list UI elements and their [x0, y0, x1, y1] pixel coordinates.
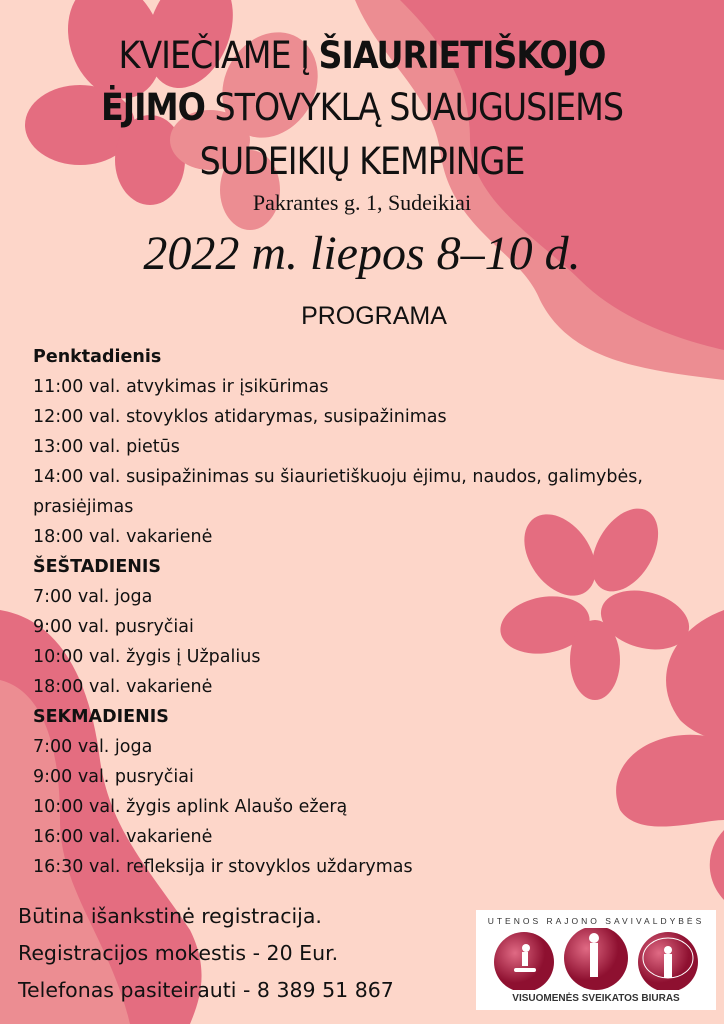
schedule-item: 11:00 val. atvykimas ir įsikūrimas: [33, 377, 329, 397]
schedule-item: 12:00 val. stovyklos atidarymas, susipažinimas: [33, 407, 447, 427]
address: Pakrantes g. 1, Sudeikiai: [252, 190, 472, 215]
registration-fee: Registracijos mokestis - 20 Eur.: [18, 941, 339, 965]
schedule-item: 16:30 val. refleksija ir stovyklos uždarymas: [33, 857, 413, 877]
logo-bottom-text: VISUOMENĖS SVEIKATOS BIURAS: [512, 993, 680, 1004]
title-text-bold: ŠIAURIETIŠKOJO: [318, 34, 606, 77]
schedule-item: 7:00 val. joga: [33, 737, 153, 757]
registration-required: Būtina išankstinė registracija.: [18, 904, 322, 928]
title-text: KVIEČIAME Į: [118, 34, 319, 77]
schedule-item: 13:00 val. pietūs: [33, 437, 180, 457]
logo-circles: [486, 928, 706, 990]
title-line-1: [0, 34, 724, 78]
title-text-bold: ĖJIMO: [101, 86, 205, 129]
schedule-item: 18:00 val. vakarienė: [33, 677, 213, 697]
schedule-item: 14:00 val. susipažinimas su šiaurietiškuoju ėjimu, naudos, galimybės, prasiėjimas: [33, 467, 643, 517]
schedule: [33, 342, 693, 882]
organization-logo: [476, 910, 716, 1010]
schedule-item: 9:00 val. pusryčiai: [33, 617, 194, 637]
schedule-day-heading: Penktadienis: [33, 347, 162, 367]
program-heading: PROGRAMA: [301, 302, 447, 330]
schedule-day-heading: SEKMADIENIS: [33, 707, 169, 727]
title-line-2: [0, 86, 724, 130]
schedule-item: 7:00 val. joga: [33, 587, 153, 607]
schedule-item: 10:00 val. žygis aplink Alaušo ežerą: [33, 797, 348, 817]
logo-top-text: UTENOS RAJONO SAVIVALDYBĖS: [487, 916, 705, 926]
schedule-day-heading: ŠEŠTADIENIS: [33, 557, 162, 577]
schedule-item: 18:00 val. vakarienė: [33, 527, 213, 547]
footer-info: [18, 898, 394, 1009]
schedule-item: 9:00 val. pusryčiai: [33, 767, 194, 787]
title-text: STOVYKLĄ SUAUGUSIEMS: [204, 86, 623, 129]
event-date: 2022 m. liepos 8–10 d.: [143, 227, 581, 280]
contact-phone: Telefonas pasiteirauti - 8 389 51 867: [18, 978, 394, 1002]
schedule-item: 16:00 val. vakarienė: [33, 827, 213, 847]
schedule-item: 10:00 val. žygis į Užpalius: [33, 647, 261, 667]
title-line-3: SUDEIKIŲ KEMPINGE: [199, 140, 525, 183]
